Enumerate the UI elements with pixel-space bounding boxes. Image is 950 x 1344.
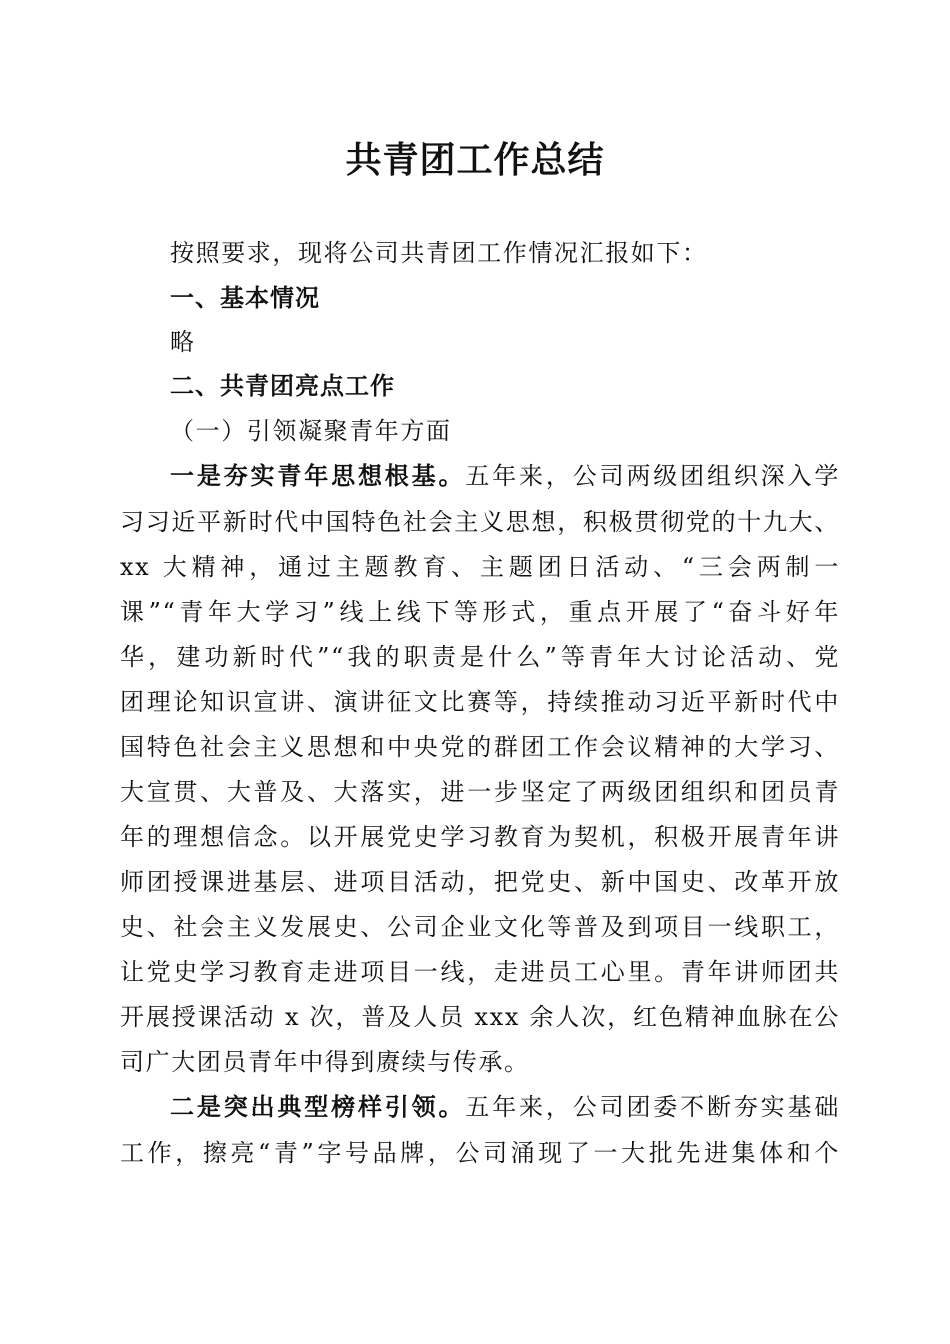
section-1-body: 略 bbox=[170, 328, 196, 356]
paragraph-1-line: 习习近平新时代中国特色社会主义思想，积极贯彻党的十九大、 bbox=[120, 508, 840, 536]
paragraph-1-line: 团理论知识宣讲、演讲征文比赛等，持续推动习近平新时代中 bbox=[120, 688, 840, 716]
paragraph-1-line: 华，建功新时代”“我的职责是什么”等青年大讨论活动、党 bbox=[120, 643, 840, 671]
paragraph-2-first-line bbox=[170, 1090, 840, 1124]
paragraph-1-line: 课”“青年大学习”线上线下等形式，重点开展了“奋斗好年 bbox=[120, 598, 840, 626]
paragraph-1-last-line: 司广大团员青年中得到赓续与传承。 bbox=[120, 1048, 530, 1076]
paragraph-1-line-rest: 五年来，公司两级团组织深入学 bbox=[465, 462, 840, 490]
paragraph-1-line: 年的理想信念。以开展党史学习教育为契机，积极开展青年讲 bbox=[120, 823, 840, 851]
paragraph-1-line: 史、社会主义发展史、公司企业文化等普及到项目一线职工， bbox=[120, 913, 840, 941]
paragraph-1-first-line bbox=[170, 459, 840, 493]
paragraph-1-line: 让党史学习教育走进项目一线，走进员工心里。青年讲师团共 bbox=[120, 958, 840, 986]
paragraph-2-lead: 二是突出典型榜样引领。 bbox=[170, 1092, 466, 1121]
document-title: 共青团工作总结 bbox=[345, 139, 605, 181]
section-2-heading: 二、共青团亮点工作 bbox=[170, 372, 395, 400]
paragraph-2-line: 工作，擦亮“青”字号品牌，公司涌现了一大批先进集体和个 bbox=[120, 1139, 840, 1167]
paragraph-1-line: 大宣贯、大普及、大落实，进一步坚定了两级团组织和团员青 bbox=[120, 778, 840, 806]
intro-paragraph: 按照要求，现将公司共青团工作情况汇报如下： bbox=[170, 239, 708, 267]
paragraph-1-lead: 一是夯实青年思想根基。 bbox=[170, 461, 466, 490]
paragraph-1-line: 师团授课进基层、进项目活动，把党史、新中国史、改革开放 bbox=[120, 868, 840, 896]
paragraph-1-line: 国特色社会主义思想和中央党的群团工作会议精神的大学习、 bbox=[120, 733, 840, 761]
paragraph-1-line: xx 大精神，通过主题教育、主题团日活动、“三会两制一 bbox=[120, 553, 840, 581]
section-2-subheading: （一）引领凝聚青年方面 bbox=[170, 417, 452, 445]
section-1-heading: 一、基本情况 bbox=[170, 284, 320, 312]
paragraph-1-line: 开展授课活动 x 次，普及人员 xxx 余人次，红色精神血脉在公 bbox=[120, 1003, 840, 1031]
paragraph-2-line-rest: 五年来，公司团委不断夯实基础 bbox=[465, 1093, 840, 1121]
